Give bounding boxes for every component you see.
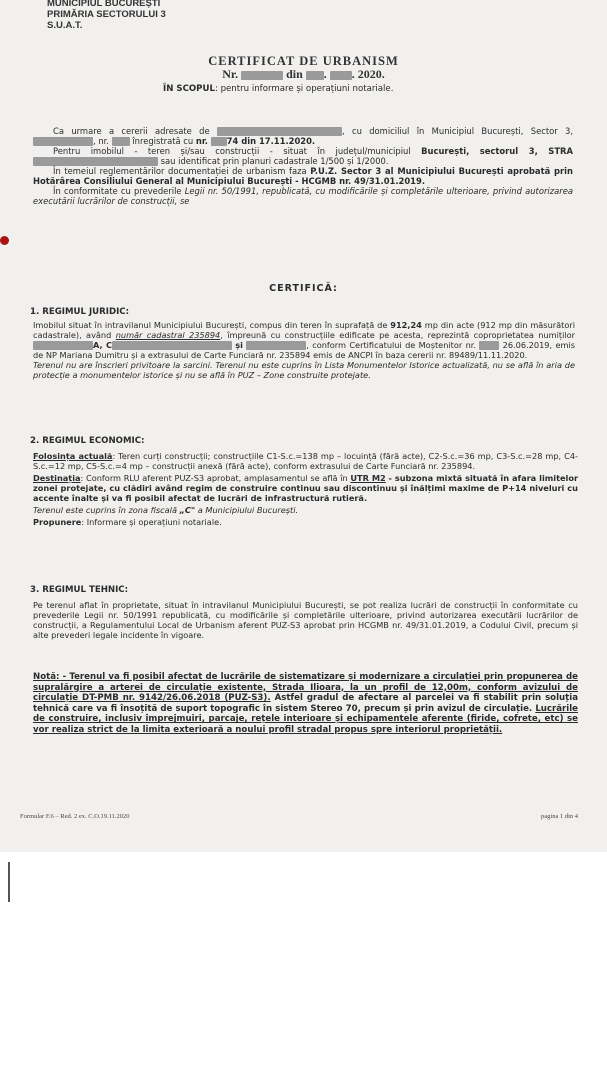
section-3-note: Notă: - Terenul va fi posibil afectat de lucrările de sistematizare și modernizare a circulației prin propunerea de supralărgire a arterei de circulație existente, Strada Ilioara, la un profil de 12,00m, conform avizului de circulație DT-PMB nr. 9142/26.06.2018 (PUZ-S3). Astfel gradul de afectare al parcelei va fi stabilit prin soluția tehnică care va fi însoțită de suport topografic în sistem Stereo 70, precum și prin avizul de circulație. Lucrările de construire, inclusiv împrejmuiri, parcaje, rețele interioare și echipamentele aferente (firide, cofrete, etc) se vor realiza strict de la limita exterioară a noului profil stradal propus spre interiorul proprietății. xyxy=(33,672,579,735)
section-3-body: Pe terenul aflat în proprietate, situat în intravilanul Municipiului București, se pot realiza lucrări de construcții în conformitate cu prevederile Legii nr. 50/1991 republicată, cu modificările și completările ulterioare, privind autorizarea executării lucrărilor de construcții, a Regulamentului Local de Urbanism aferent PUZ-S3 aprobat prin HCGMB nr. 49/31.01.2019, a Codului Civil, precum și alte prevederi legale incidente în vigoare. xyxy=(33,600,578,640)
redaction xyxy=(479,341,499,350)
edge-mark xyxy=(8,862,10,902)
purpose-line: ÎN SCOPUL: pentru informare și operațiuni notariale. xyxy=(163,84,394,94)
redaction xyxy=(246,341,306,350)
blank-area xyxy=(0,852,607,1080)
redaction xyxy=(33,137,93,146)
issuer-header xyxy=(47,0,166,31)
section-2-heading: 2. REGIMUL ECONOMIC: xyxy=(30,436,145,446)
document-number: Nr. din . . 2020. xyxy=(222,67,385,81)
intro-paragraphs: Ca urmare a cererii adresate de , cu domiciliul în Municipiul București, Sector 3, , nr. înregistrată cu nr. 74 din 17.11.2020. Pentru imobilul - teren și/sau construcții - situat în județul/municipiul București, sectorul 3, STRA sau identificat prin planuri cadastrale 1/500 și 1/2000. În temeiul reglementărilor documentației de urbanism faza P.U.Z. Sector 3 al Municipiului București aprobată prin Hotărârea Consiliului General al Municipiului București - HCGMB nr. 49/31.01.2019. În conformitate cu prevederile Legii nr. 50/1991, republicată, cu modificările și completările ulterioare, privind autorizarea executării lucrărilor de construcții, se xyxy=(33,126,574,206)
redaction xyxy=(330,71,352,80)
punch-hole-mark xyxy=(0,236,9,245)
form-footer: Formular F.6 – Red. 2 ex. C.O.19.11.2020 xyxy=(20,813,130,820)
section-1-heading: 1. REGIMUL JURIDIC: xyxy=(30,307,130,317)
redaction xyxy=(112,137,130,146)
redaction xyxy=(306,71,324,80)
redaction xyxy=(217,127,342,136)
redaction xyxy=(211,137,227,146)
section-1-body: Imobilul situat în intravilanul Municipiului București, compus din teren în suprafață de 912,24 mp din acte (912 mp din măsurători cadastrale), având număr cadastral 235894, împreună cu construcțiile edificate pe acesta, reprezintă coproprietatea numiților A, C și , conform Certificatului de Moștenitor nr. 26.06.2019, emis de NP Mariana Dumitru și a extrasului de Carte Funciară nr. 235894 emis de ANCPI în baza cererii nr. 89489/11.11.2020. Terenul nu are înscrieri privitoare la sarcini. Terenul nu este cuprins în Lista Monumentelor Istorice actualizată, nu se află în aria de protecție a monumentelor istorice și nu se află în PUZ – Zone construite protejate. xyxy=(33,320,576,380)
document-title: CERTIFICAT DE URBANISM xyxy=(208,54,399,68)
section-2-body: Folosința actuală: Teren curți construcții; construcțiile C1-S.c.=138 mp – locuință (fără acte), C2-S.c.=36 mp, C3-S.c.=28 mp, C4-S.c.=12 mp, C5-S.c.=4 mp – construcții anexă (fără acte), conform extrasului de Carte Funciară nr. 235894. Destinația: Conform RLU aferent PUZ-S3 aprobat, amplasamentul se află în UTR M2 - subzona mixtă situată în afara limitelor zonei protejate, cu clădiri având regim de construire continuu sau discontinuu și înălțimi maxime de P+14 niveluri cu accente înalte și va fi posibil afectat de lucrări de infrastructură rutieră. Terenul este cuprins în zona fiscală „C" a Municipiului București. Propunere: Informare și operațiuni notariale. xyxy=(33,451,579,527)
section-3-heading: 3. REGIMUL TEHNIC: xyxy=(30,585,129,595)
page-counter: pagina 1 din 4 xyxy=(541,813,579,820)
redaction xyxy=(33,157,158,166)
certifica-heading: CERTIFICĂ: xyxy=(269,283,338,294)
redaction xyxy=(112,341,232,350)
issuer-line-2: PRIMĂRIA SECTORULUI 3 xyxy=(47,9,166,20)
redaction xyxy=(33,341,93,350)
issuer-line-1: MUNICIPIUL BUCUREȘTI xyxy=(47,0,161,9)
issuer-line-3: S.U.A.T. xyxy=(47,20,83,31)
redaction xyxy=(241,71,283,80)
